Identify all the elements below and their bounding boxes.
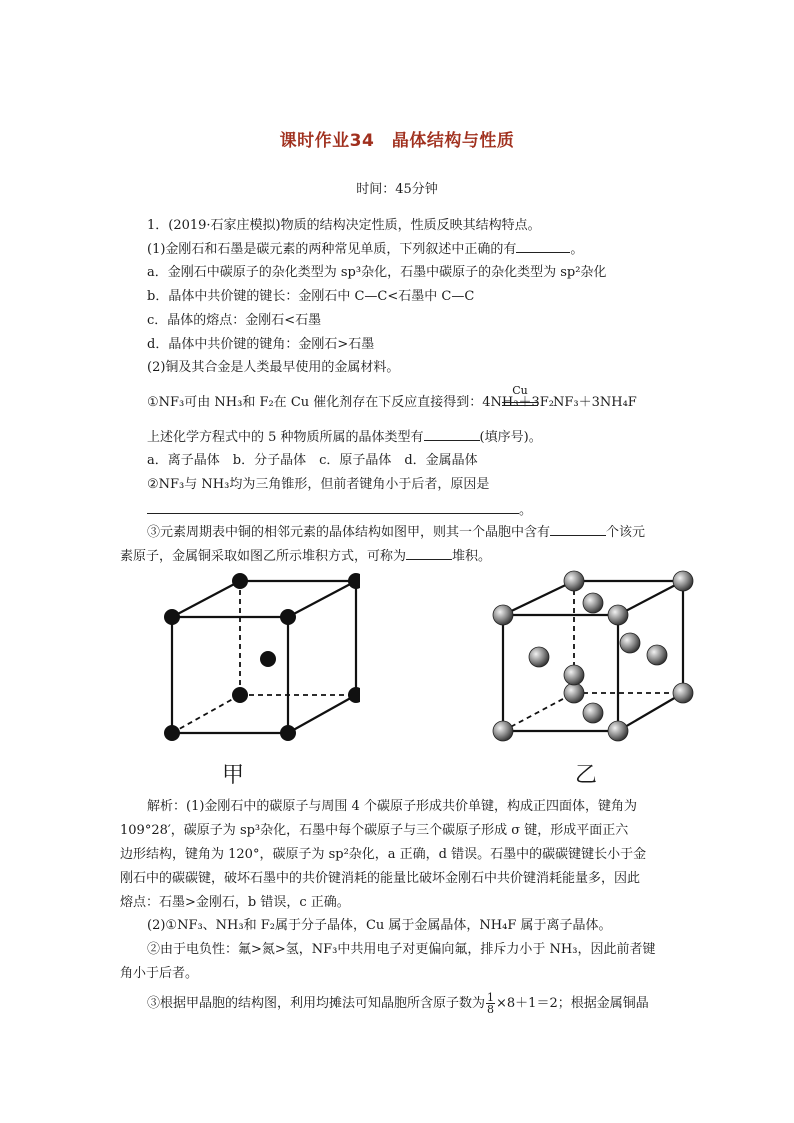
option-b: b．晶体中共价键的键长：金刚石中 C—C<石墨中 C—C [147, 289, 475, 304]
corner-atom [493, 721, 513, 741]
corner-atom [564, 683, 584, 703]
corner-atom [493, 605, 513, 625]
crystal-type-question: 上述化学方程式中的 5 种物质所属的晶体类型有 (填序号)。 [147, 430, 542, 445]
answer-blank-3[interactable] [147, 501, 519, 514]
answer-blank-2[interactable] [424, 428, 480, 441]
analysis-line-1: 解析：(1)金刚石中的碳原子与周围 4 个碳原子形成共价单键，构成正四面体，键角为 [147, 799, 637, 814]
structure-question-line-2: 素原子，金属铜采取如图乙所示堆积方式，可称为 堆积。 [120, 549, 492, 564]
body-center-atom [260, 651, 276, 667]
corner-atom [673, 571, 693, 591]
question-part-1 [147, 240, 583, 259]
figure-label-right: 乙 [575, 763, 598, 788]
question-stem: 1．(2019·石家庄模拟)物质的结构决定性质，性质反映其结构特点。 [147, 218, 541, 233]
corner-atom [673, 683, 693, 703]
equation-left: ①NF₃可由 NH₃和 F₂在 Cu 催化剂存在下反应直接得到：4NH₃＋3F₂ [147, 395, 554, 410]
time-limit: 时间：45分钟 [356, 182, 438, 197]
bcc-cell-figure [150, 565, 360, 755]
part-1-end: 。 [570, 242, 584, 257]
option-c: c．晶体的熔点：金刚石<石墨 [147, 313, 322, 328]
figure-label-left: 甲 [222, 763, 245, 788]
catalyst-label: Cu [512, 384, 528, 397]
analysis-line-8: 角小于后者。 [120, 966, 199, 981]
bond-angle-question: ②NF₃与 NH₃均为三角锥形，但前者键角小于后者，原因是 [147, 477, 490, 492]
analysis-line-7: ②由于电负性：氟>氮>氢，NF₃中共用电子对更偏向氟，排斥力小于 NH₃，因此前者键 [147, 942, 656, 957]
reaction-condition-arrow [496, 384, 544, 412]
corner-atom [232, 573, 248, 589]
corner-atom [608, 605, 628, 625]
analysis-line-2: 109°28′，碳原子为 sp³杂化，石墨中每个碳原子与三个碳原子形成 σ 键，形成平面正六 [120, 823, 629, 838]
option-a: a．金刚石中碳原子的杂化类型为 sp³杂化，石墨中碳原子的杂化类型为 sp²杂化 [147, 265, 607, 280]
corner-atom [608, 721, 628, 741]
face-center-atom [583, 593, 603, 613]
question-part-2: (2)铜及其合金是人类最早使用的金属材料。 [147, 360, 400, 375]
corner-atom [280, 609, 296, 625]
structure-question-line-1: ③元素周期表中铜的相邻元素的晶体结构如图甲，则其一个晶胞中含有 个该元 [147, 525, 646, 540]
corner-atom [348, 573, 360, 589]
answer-blank-1[interactable] [516, 240, 570, 253]
option-d: d．晶体中共价键的键角：金刚石>石墨 [147, 337, 375, 352]
corner-atom [164, 725, 180, 741]
analysis-line-6: (2)①NF₃、NH₃和 F₂属于分子晶体，Cu 属于金属晶体，NH₄F 属于离子晶体。 [147, 918, 612, 933]
face-center-atom [583, 703, 603, 723]
fcc-cell-figure [488, 565, 708, 755]
page-title: 课时作业34 晶体结构与性质 [279, 131, 515, 151]
analysis-line-3: 边形结构，键角为 120°，碳原子为 sp²杂化，a 正确，d 错误。石墨中的碳碳键键长小于金 [120, 847, 647, 862]
analysis-line-9: ③根据甲晶胞的结构图，利用均摊法可知晶胞所含原子数为 $\frac{1}{8}$ ×8＋1＝2；根据金属铜晶 [147, 991, 649, 1016]
equation-right: NF₃＋3NH₄F [553, 395, 637, 410]
corner-atom [280, 725, 296, 741]
analysis-line-4: 刚石中的碳碳键，破坏石墨中的共价键消耗的能量比破坏金刚石中共价键消耗能量多，因此 [120, 871, 641, 886]
answer-blank-4[interactable] [550, 523, 606, 536]
bond-angle-answer-line: 。 [147, 501, 532, 520]
corner-atom [348, 687, 360, 703]
corner-atom [232, 687, 248, 703]
corner-atom [564, 571, 584, 591]
corner-atom [164, 609, 180, 625]
face-center-atom [647, 645, 667, 665]
face-center-atom [529, 647, 549, 667]
analysis-line-5: 熔点：石墨>金刚石，b 错误，c 正确。 [120, 895, 350, 910]
face-center-atom [620, 633, 640, 653]
part-1-text: (1)金刚石和石墨是碳元素的两种常见单质，下列叙述中正确的有 [147, 242, 517, 257]
crystal-type-options: a．离子晶体 b．分子晶体 c．原子晶体 d．金属晶体 [147, 453, 478, 468]
fraction-one-eighth: $\frac{1}{8}$ [487, 991, 495, 1016]
answer-blank-5[interactable] [406, 547, 452, 560]
face-center-atom [564, 665, 584, 685]
